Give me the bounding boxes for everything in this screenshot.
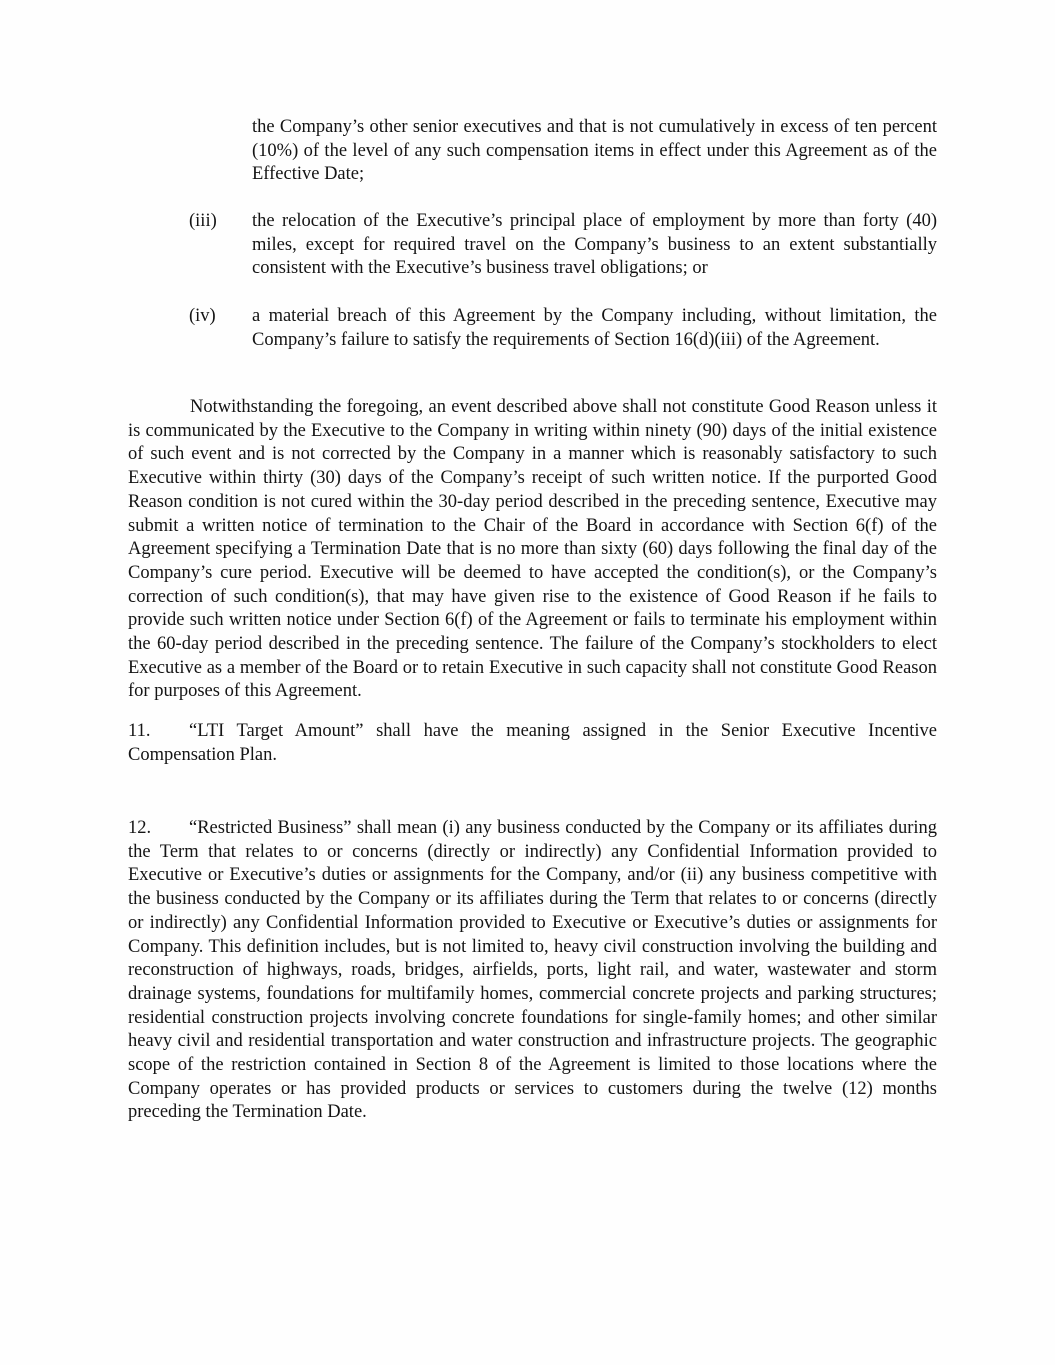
continuation-paragraph: the Company’s other senior executives and that is not cumulatively in excess of ten percent (10%) of the level of any such compensation items in effect under this Agreement as of the Effective Date;: [252, 117, 937, 185]
section-11: [128, 720, 937, 767]
section-text: “Restricted Business” shall mean (i) any business conducted by the Company or its affiliates during the Term that relates to or concerns (directly or indirectly) any Confidential Information provided to Executive or Executive’s duties or assignments for the Company, and/or (ii) any business competitive with the business conducted by the Company or its affiliates during the Term that relates to or concerns (directly or indirectly) any Confidential Information provided to Executive or Executive’s duties or assignments for Company. This definition includes, but is not limited to, heavy civil construction involving the building and reconstruction of highways, roads, bridges, airfields, ports, light rail, and water, wastewater and storm drainage systems, foundations for multifamily homes, commercial concrete projects and parking structures; residential construction projects involving concrete foundations for single-family homes; and other similar heavy civil and residential transportation and water construction and infrastructure projects. The geographic scope of the restriction contained in Section 8 of the Agreement is limited to those locations where the Company operates or has provided products or services to customers during the twelve (12) months preceding the Termination Date.: [128, 818, 937, 1123]
item-text-iv: a material breach of this Agreement by the Company including, without limitation, the Company’s failure to satisfy the requirements of Section 16(d)(iii) of the Agreement.: [252, 306, 937, 350]
item-text-iii: the relocation of the Executive’s principal place of employment by more than forty (40) miles, except for required travel on the Company’s business to an extent substantially consistent with the Executive’s business travel obligations; or: [252, 211, 937, 279]
section-number: 12.: [128, 818, 152, 838]
item-label-iv: (iv): [189, 306, 216, 326]
notwithstanding-paragraph: Notwithstanding the foregoing, an event described above shall not constitute Good Reason unless it is communicated by the Executive to the Company in writing within ninety (90) days of the initial existence of such event and is not corrected by the Company in a manner which is reasonably satisfactory to such Executive within thirty (30) days of the Company’s receipt of such written notice. If the purported Good Reason condition is not cured within the 30-day period described in the preceding sentence, Executive may submit a written notice of termination to the Chair of the Board in accordance with Section 6(f) of the Agreement specifying a Termination Date that is no more than sixty (60) days following the final day of the Company’s cure period. Executive will be deemed to have accepted the condition(s), or the Company’s correction of such condition(s), that may have given rise to the existence of Good Reason if he fails to provide such written notice under Section 6(f) of the Agreement or fails to terminate his employment within the 60-day period described in the preceding sentence. The failure of the Company’s stockholders to elect Executive as a member of the Board or to retain Executive in such capacity shall not constitute Good Reason for purposes of this Agreement.: [128, 397, 937, 702]
item-label-iii: (iii): [189, 211, 217, 231]
section-text: “LTI Target Amount” shall have the meaning assigned in the Senior Executive Incentive Compensation Plan.: [128, 721, 937, 765]
section-number: 11.: [128, 721, 151, 741]
section-12: [128, 817, 937, 1125]
